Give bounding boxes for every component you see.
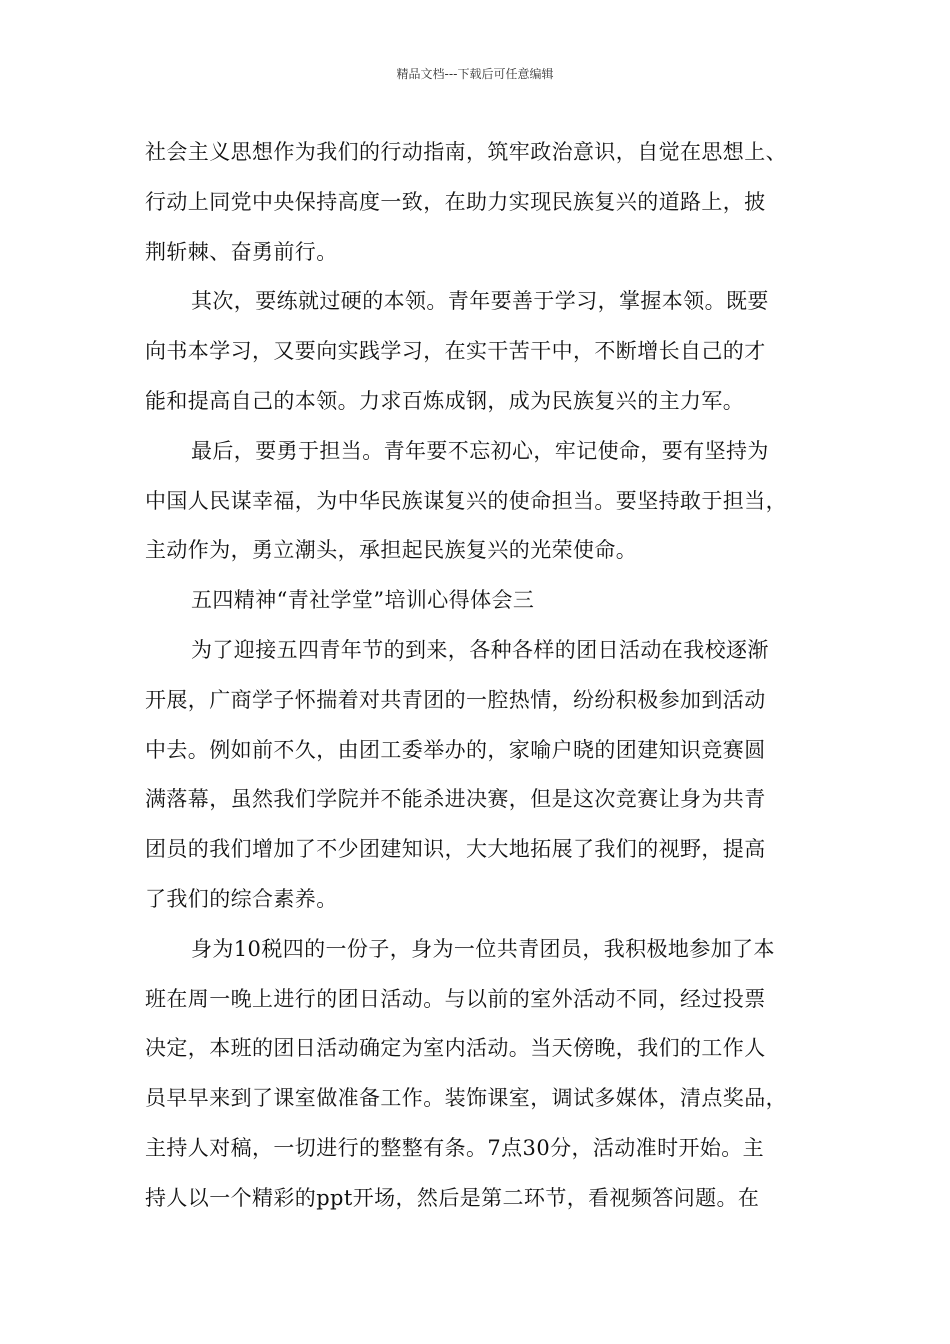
text-line: 了我们的综合素养。 [145, 886, 338, 911]
text-line: 团员的我们增加了不少团建知识，大大地拓展了我们的视野，提高 [145, 837, 766, 862]
page-header: 精品文档---下载后可任意编辑 [396, 67, 554, 81]
text-line: 其次，要练就过硬的本领。青年要善于学习，掌握本领。既要 [191, 289, 769, 314]
text-line: 主动作为，勇立潮头，承担起民族复兴的光荣使命。 [145, 538, 638, 563]
text-line: 决定，本班的团日活动确定为室内活动。当天傍晚，我们的工作人 [145, 1036, 766, 1061]
text-line: 为了迎接五四青年节的到来，各种各样的团日活动在我校逐渐 [191, 637, 769, 662]
text-line: 身为10税四的一份子，身为一位共青团员，我积极地参加了本 [191, 936, 775, 961]
text-line: 中去。例如前不久，由团工委举办的，家喻户晓的团建知识竞赛圆 [145, 737, 766, 762]
text-line: 中国人民谋幸福，为中华民族谋复兴的使命担当。要坚持敢于担当， [145, 488, 787, 513]
text-line: 社会主义思想作为我们的行动指南，筑牢政治意识，自觉在思想上、 [145, 140, 787, 164]
text-line: 行动上同党中央保持高度一致，在助力实现民族复兴的道路上，披 [145, 189, 766, 214]
text-line: 最后，要勇于担当。青年要不忘初心，牢记使命，要有坚持为 [191, 438, 769, 463]
text-line: 班在周一晚上进行的团日活动。与以前的室外活动不同，经过投票 [145, 986, 766, 1011]
text-line: 向书本学习，又要向实践学习，在实干苦干中，不断增长自己的才 [145, 339, 766, 364]
text-line: 满落幕，虽然我们学院并不能杀进决赛，但是这次竞赛让身为共青 [145, 787, 766, 812]
text-line: 荆斩棘、奋勇前行。 [145, 239, 338, 264]
text-line: 主持人对稿，一切进行的整整有条。7点30分，活动准时开始。主 [145, 1135, 765, 1160]
text-line: 开展，广商学子怀揣着对共青团的一腔热情，纷纷积极参加到活动 [145, 687, 766, 712]
text-line: 能和提高自己的本领。力求百炼成钢，成为民族复兴的主力军。 [145, 388, 745, 413]
text-line: 五四精神“青社学堂”培训心得体会三 [191, 588, 535, 613]
document-body [145, 128, 810, 1224]
text-line: 员早早来到了课室做准备工作。装饰课室，调试多媒体，清点奖品， [145, 1086, 787, 1111]
text-line: 持人以一个精彩的ppt开场，然后是第二环节，看视频答问题。在 [145, 1185, 760, 1210]
